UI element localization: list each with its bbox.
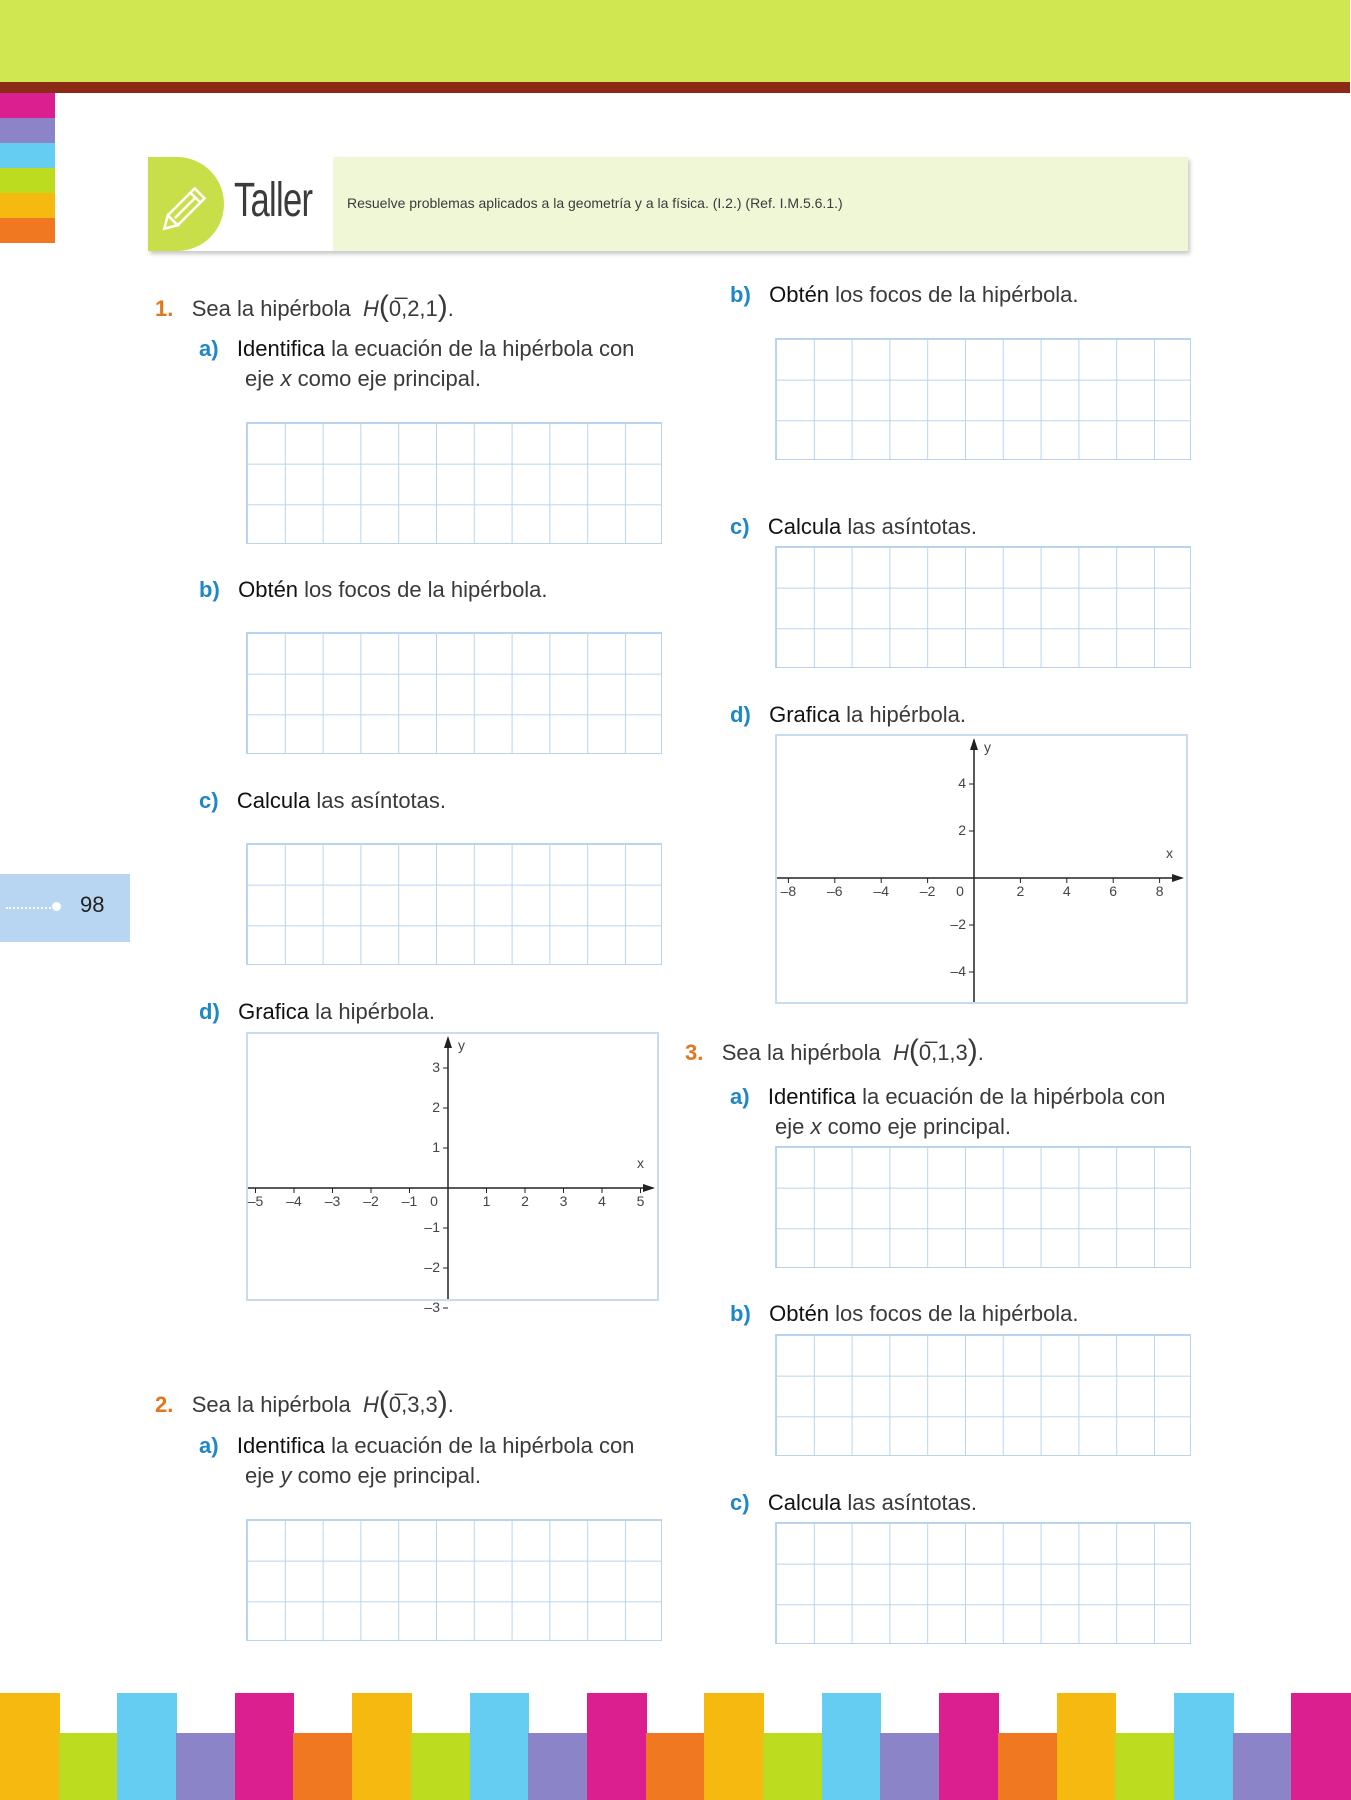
problem-1b — [199, 575, 548, 605]
problem-1d — [199, 997, 435, 1027]
taller-header — [148, 157, 1188, 251]
x-tick-label: 0 — [430, 1193, 438, 1209]
bottom-bar — [176, 1733, 236, 1800]
answer-grid-2a[interactable] — [246, 1519, 662, 1641]
pencil-icon — [154, 157, 224, 251]
bottom-bar — [352, 1693, 412, 1800]
bottom-bar — [1057, 1693, 1117, 1800]
bottom-bar — [587, 1693, 647, 1800]
bottom-bar — [1291, 1693, 1351, 1800]
bottom-bar — [1233, 1733, 1293, 1800]
bottom-bar — [470, 1693, 530, 1800]
item-verb: Calcula — [236, 788, 311, 813]
bottom-bar — [117, 1693, 177, 1800]
color-tab-lime — [0, 168, 55, 193]
x-tick-label: 4 — [598, 1193, 606, 1209]
item-label: a) — [199, 336, 219, 361]
axis-variable: x — [810, 1114, 822, 1139]
problem-2a — [199, 1431, 634, 1461]
answer-grid-1a[interactable] — [246, 422, 662, 544]
item-verb: Identifica — [236, 336, 325, 361]
x-tick-label: –4 — [873, 883, 889, 899]
problem-number: 2. — [155, 1392, 174, 1417]
x-tick-label: 2 — [521, 1193, 529, 1209]
item-text: como eje principal. — [821, 1114, 1012, 1139]
bottom-bar — [880, 1733, 940, 1800]
leader-dot — [52, 902, 61, 911]
item-text: las asíntotas. — [841, 1490, 978, 1515]
x-axis-label: x — [1166, 845, 1173, 861]
answer-grid-2b[interactable] — [775, 338, 1191, 460]
item-text: la ecuación de la hipérbola con — [324, 336, 635, 361]
x-tick-label: –8 — [780, 883, 797, 899]
item-text: la ecuación de la hipérbola con — [324, 1433, 635, 1458]
logo-d-shape — [154, 157, 224, 251]
bottom-bar — [763, 1733, 823, 1800]
x-tick-label: –6 — [827, 883, 843, 899]
problem-1a — [199, 334, 634, 364]
taller-description: Resuelve problemas aplicados a la geometría y a la física. (I.2.) (Ref. I.M.5.6.1.) — [347, 195, 843, 211]
problem-intro: Sea la hipérbola — [191, 1392, 351, 1417]
x-tick-label: 6 — [1109, 883, 1118, 899]
dotted-leader — [6, 907, 58, 909]
page-number: 98 — [80, 892, 105, 917]
bottom-bar — [235, 1693, 295, 1800]
taller-title: Taller — [234, 174, 313, 227]
x-tick-label: 4 — [1062, 883, 1071, 899]
y-axis-arrow — [444, 1036, 452, 1048]
item-text: eje — [775, 1114, 811, 1139]
y-tick-label: –1 — [424, 1219, 440, 1235]
y-tick-label: 2 — [432, 1099, 440, 1115]
bottom-bar — [1174, 1693, 1234, 1800]
y-tick-label: 2 — [958, 822, 966, 838]
graph-plot-1[interactable] — [246, 1032, 659, 1315]
x-tick-label: –1 — [401, 1193, 418, 1209]
problem-3b — [730, 1299, 1079, 1329]
y-tick-label: –4 — [950, 963, 966, 979]
item-label: b) — [730, 282, 751, 307]
bottom-color-bars — [0, 1693, 1350, 1800]
y-tick-label: 1 — [432, 1139, 440, 1155]
x-tick-label: –2 — [363, 1193, 379, 1209]
paren-open: ( — [908, 1034, 919, 1067]
item-verb: Identifica — [236, 1433, 325, 1458]
item-verb: Obtén — [769, 1301, 830, 1326]
item-verb: Identifica — [767, 1084, 856, 1109]
item-label: b) — [199, 577, 220, 602]
bottom-bar — [822, 1693, 882, 1800]
x-axis-label: x — [637, 1155, 644, 1171]
problem-number: 3. — [685, 1040, 704, 1065]
item-label: d) — [730, 702, 751, 727]
color-tab-magenta — [0, 93, 55, 118]
problem-intro: Sea la hipérbola — [191, 296, 351, 321]
x-tick-label: –5 — [247, 1193, 264, 1209]
problem-1-heading: 1. Sea la hipérbola H(0̅,2,1). — [155, 290, 454, 323]
item-verb: Obtén — [769, 282, 830, 307]
page-number-tab — [0, 874, 130, 942]
hyperbola-params: 0̅,3,3 — [388, 1392, 438, 1417]
paren-close: ) — [967, 1034, 978, 1067]
item-verb: Grafica — [238, 999, 310, 1024]
plot-svg — [777, 736, 1186, 1002]
top-divider-line — [0, 82, 1350, 93]
paren-close: ) — [437, 1386, 448, 1419]
y-tick-label: 3 — [432, 1059, 440, 1075]
problem-1a-line2 — [245, 364, 481, 394]
problem-intro: Sea la hipérbola — [721, 1040, 881, 1065]
problem-2b — [730, 280, 1079, 310]
bottom-bar — [59, 1733, 119, 1800]
item-text: como eje principal. — [291, 366, 482, 391]
item-text: la ecuación de la hipérbola con — [855, 1084, 1166, 1109]
x-tick-label: 3 — [559, 1193, 568, 1209]
bottom-bar — [0, 1693, 60, 1800]
paren-open: ( — [378, 290, 389, 323]
item-text: los focos de la hipérbola. — [298, 577, 548, 602]
color-tab-cyan — [0, 143, 55, 168]
item-text: eje — [245, 366, 281, 391]
item-label: c) — [730, 1490, 750, 1515]
x-tick-label: –2 — [919, 883, 936, 899]
answer-grid-3a[interactable] — [775, 1146, 1191, 1268]
item-verb: Calcula — [767, 514, 842, 539]
item-label: a) — [199, 1433, 219, 1458]
y-tick-label: –3 — [424, 1299, 440, 1315]
answer-grid-2c[interactable] — [775, 546, 1191, 668]
axis-variable: y — [280, 1463, 292, 1488]
item-label: c) — [199, 788, 219, 813]
color-tab-yellow — [0, 193, 55, 218]
hyperbola-symbol: H — [886, 1040, 909, 1065]
problem-2d — [730, 700, 966, 730]
item-text: eje — [245, 1463, 281, 1488]
x-axis-arrow — [643, 1184, 655, 1192]
x-tick-label: 2 — [1016, 883, 1025, 899]
answer-grid-3c[interactable] — [775, 1522, 1191, 1644]
paren-open: ( — [378, 1386, 389, 1419]
problem-2a-line2 — [245, 1461, 481, 1491]
graph-plot-2[interactable] — [775, 734, 1188, 1004]
taller-logo — [148, 157, 333, 251]
top-color-band — [0, 0, 1350, 82]
problem-3a — [730, 1082, 1165, 1112]
item-label: a) — [730, 1084, 750, 1109]
item-text: la hipérbola. — [840, 702, 967, 727]
axis-variable: x — [280, 366, 292, 391]
answer-grid-1b[interactable] — [246, 632, 662, 754]
bottom-bar — [998, 1733, 1058, 1800]
color-tab-purple — [0, 118, 55, 143]
x-axis-arrow — [1172, 874, 1184, 882]
problem-3c — [730, 1488, 977, 1518]
bottom-bar — [646, 1733, 706, 1800]
y-tick-label: –2 — [950, 916, 966, 932]
color-tab-orange — [0, 218, 55, 243]
y-tick-label: –2 — [424, 1259, 440, 1275]
bottom-bar — [528, 1733, 588, 1800]
problem-2-heading: 2. Sea la hipérbola H(0̅,3,3). — [155, 1386, 454, 1419]
answer-grid-1c[interactable] — [246, 843, 662, 965]
item-verb: Calcula — [767, 1490, 842, 1515]
x-tick-label: –4 — [286, 1193, 302, 1209]
y-axis-label: y — [984, 739, 991, 755]
item-text: los focos de la hipérbola. — [829, 282, 1079, 307]
item-verb: Grafica — [769, 702, 841, 727]
problem-1c — [199, 786, 446, 816]
hyperbola-symbol: H — [356, 296, 379, 321]
x-tick-label: 0 — [956, 883, 964, 899]
item-text: los focos de la hipérbola. — [829, 1301, 1079, 1326]
bottom-bar — [293, 1733, 353, 1800]
item-text: las asíntotas. — [310, 788, 447, 813]
bottom-bar — [939, 1693, 999, 1800]
y-tick-label: 4 — [958, 775, 966, 791]
x-tick-label: 5 — [636, 1193, 645, 1209]
item-text: la hipérbola. — [309, 999, 436, 1024]
problem-2c — [730, 512, 977, 542]
y-axis-label: y — [458, 1037, 465, 1053]
answer-grid-3b[interactable] — [775, 1334, 1191, 1456]
x-tick-label: 8 — [1155, 883, 1164, 899]
plot-svg — [247, 1034, 657, 1315]
x-tick-label: –3 — [324, 1193, 341, 1209]
x-tick-label: 1 — [482, 1193, 491, 1209]
y-axis-arrow — [970, 738, 978, 750]
problem-3-heading: 3. Sea la hipérbola H(0̅,1,3). — [685, 1034, 984, 1067]
bottom-bar — [1115, 1733, 1175, 1800]
item-text: las asíntotas. — [841, 514, 978, 539]
paren-close: ) — [437, 290, 448, 323]
bottom-bar — [411, 1733, 471, 1800]
item-verb: Obtén — [238, 577, 299, 602]
bottom-bar — [704, 1693, 764, 1800]
problem-3a-line2 — [775, 1112, 1011, 1142]
hyperbola-params: 0̅,2,1 — [388, 296, 438, 321]
item-text: como eje principal. — [291, 1463, 482, 1488]
hyperbola-symbol: H — [356, 1392, 379, 1417]
item-label: c) — [730, 514, 750, 539]
hyperbola-params: 0̅,1,3 — [918, 1040, 968, 1065]
problem-number: 1. — [155, 296, 174, 321]
item-label: b) — [730, 1301, 751, 1326]
item-label: d) — [199, 999, 220, 1024]
